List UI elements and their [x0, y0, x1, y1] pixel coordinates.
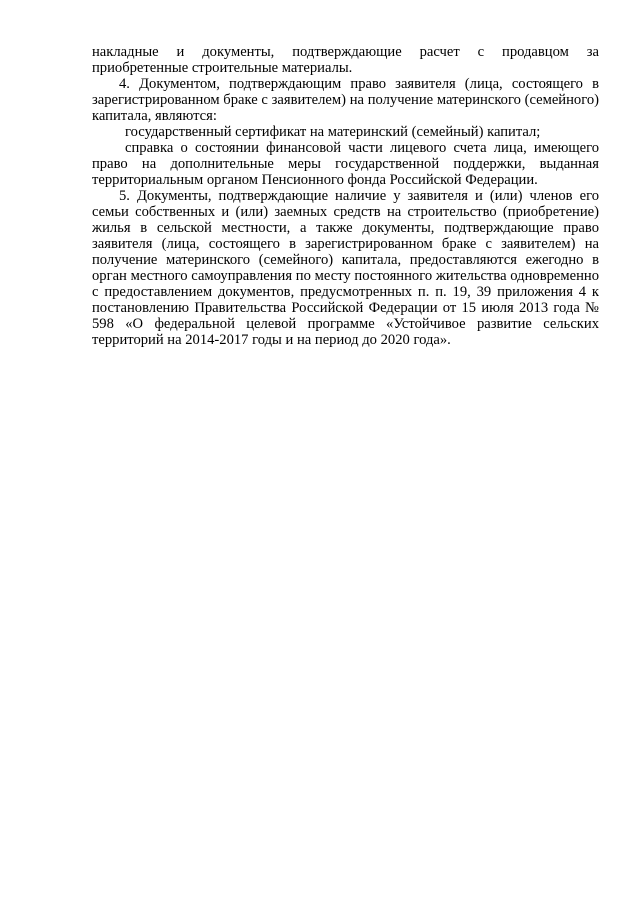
paragraph-certificate: государственный сертификат на материнский (семейный) капитал; [125, 124, 541, 140]
paragraph-invoices: накладные и документы, подтверждающие расчет с продавцом за приобретенные строительные материалы. [92, 44, 599, 76]
paragraph-item-5: 5. Документы, подтверждающие наличие у заявителя и (или) членов его семьи собственных и (или) заемных средств на строительство (приобретение) жилья в сельской местности, а также документы, подтверждающие право заявителя (лица, состоящего в зарегистрированном браке с заявителем) на получение материнского (семейного) капитала, предоставляются ежегодно в орган местного самоуправления по месту постоянного жительства одновременно с предоставлением документов, предусмотренных п. п. 19, 39 приложения 4 к постановлению Правительства Российской Федерации от 15 июля 2013 года № 598 «О федеральной целевой программе «Устойчивое развитие сельских территорий на 2014-2017 годы и на период до 2020 года». [92, 188, 599, 348]
paragraph-item-4: 4. Документом, подтверждающим право заявителя (лица, состоящего в зарегистрированном браке с заявителем) на получение материнского (семейного) капитала, являются: [92, 76, 599, 124]
document-page [92, 44, 599, 348]
paragraph-account-statement: справка о состоянии финансовой части лицевого счета лица, имеющего право на дополнительные меры государственной поддержки, выданная территориальным органом Пенсионного фонда Российской Федерации. [92, 140, 599, 188]
